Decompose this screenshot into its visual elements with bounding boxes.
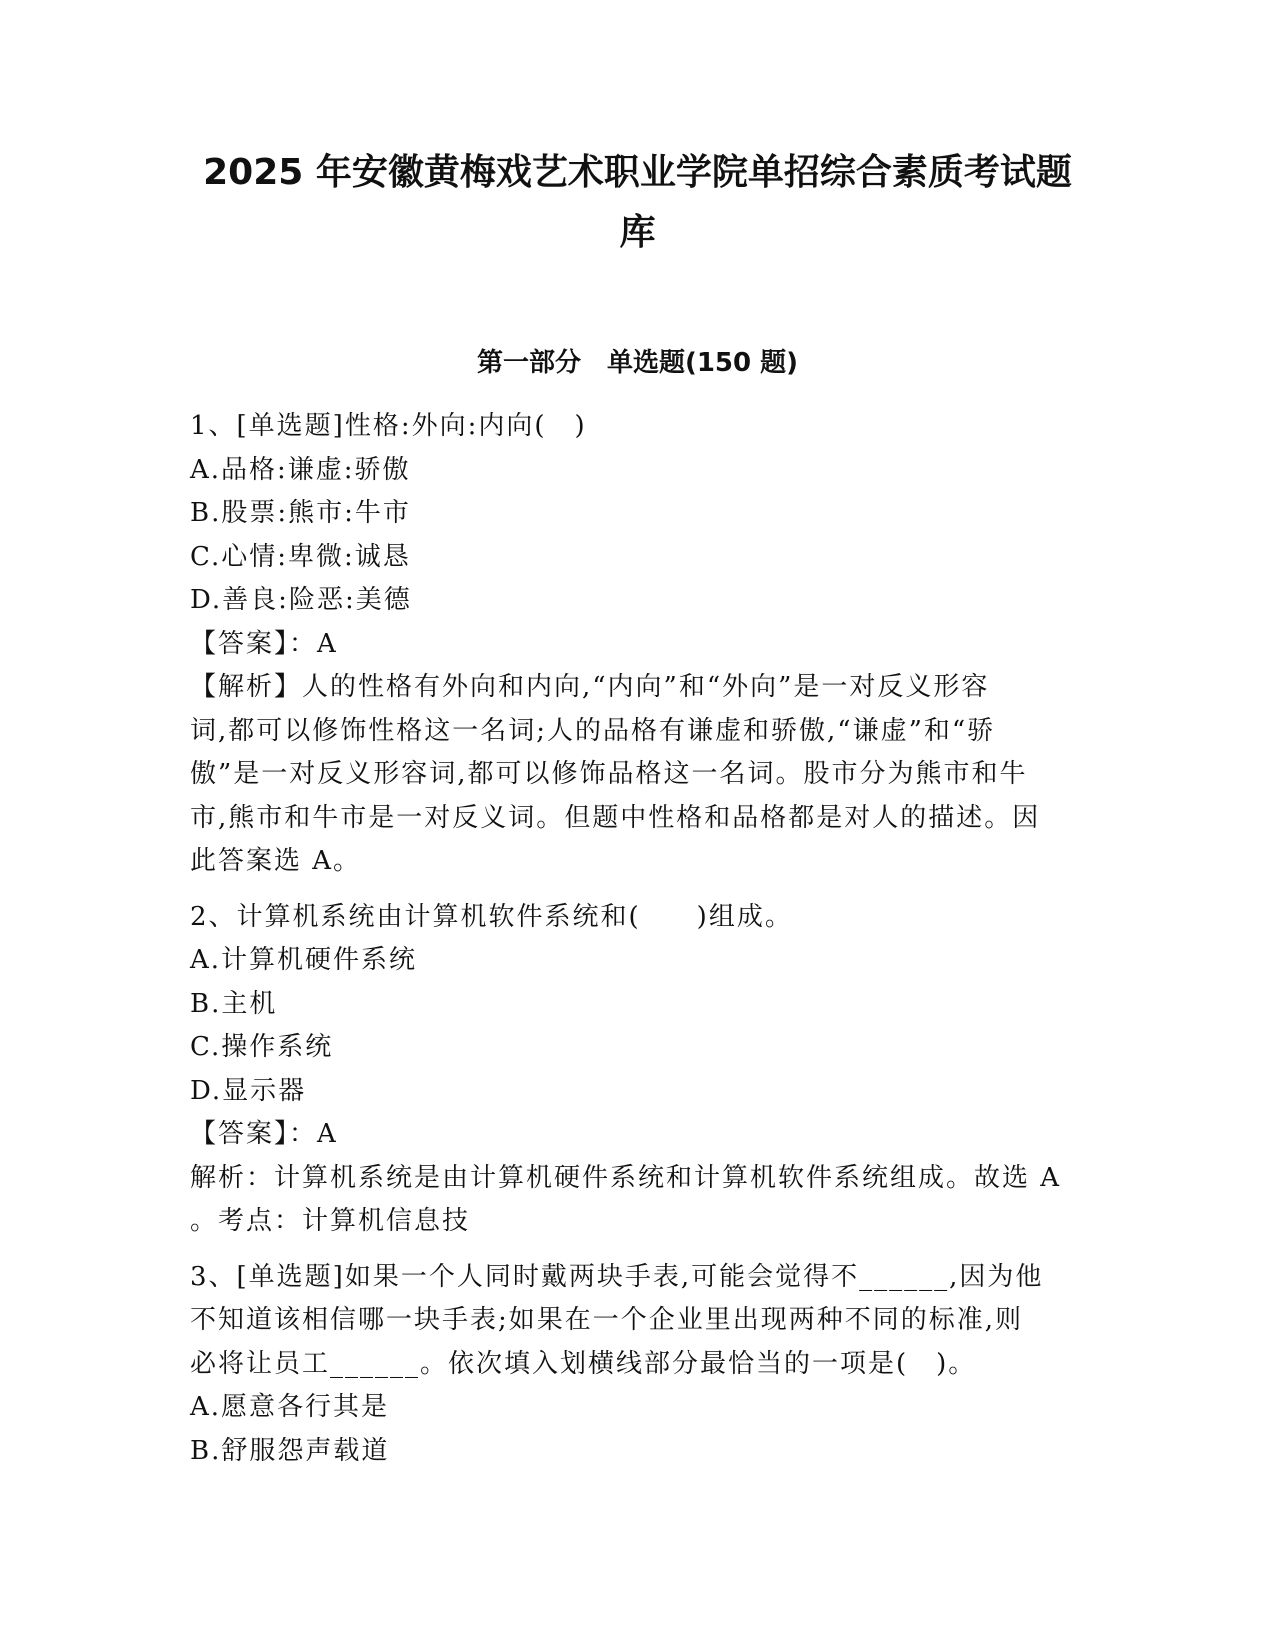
question-2-option-b: B.主机 bbox=[190, 988, 278, 1019]
question-1-explanation-line: 【解析】人的性格有外向和内向,“内向”和“外向”是一对反义形容 bbox=[190, 672, 990, 702]
section-heading: 第一部分 单选题(150 题) bbox=[476, 348, 799, 378]
document-title-line-1: 2025 年安徽黄梅戏艺术职业学院单招综合素质考试题 bbox=[203, 152, 1072, 193]
question-3-stem-line: 不知道该相信哪一块手表;如果在一个企业里出现两种不同的标准,则 bbox=[190, 1305, 1024, 1335]
question-1-explanation-line: 此答案选 A。 bbox=[190, 846, 362, 876]
question-list bbox=[190, 405, 1090, 1473]
question-2-answer: 【答案】：A bbox=[190, 1119, 338, 1149]
question-spacer bbox=[190, 1244, 1090, 1256]
question-2-option-c: C.操作系统 bbox=[190, 1032, 334, 1062]
question-2-stem-line: 2、计算机系统由计算机软件系统和( )组成。 bbox=[190, 901, 793, 932]
question-2-explanation-line: 。考点：计算机信息技 bbox=[190, 1206, 471, 1236]
question-1-option-d: D.善良:险恶:美德 bbox=[190, 585, 412, 615]
question-1-explanation-line: 市,熊市和牛市是一对反义词。但题中性格和品格都是对人的描述。因 bbox=[190, 802, 1041, 833]
question-3-option-a: A.愿意各行其是 bbox=[190, 1392, 390, 1422]
question-2-option-a: A.计算机硬件系统 bbox=[190, 945, 418, 975]
question-spacer bbox=[190, 884, 1090, 896]
question-1-explanation-line: 傲”是一对反义形容词,都可以修饰品格这一名词。股市分为熊市和牛 bbox=[190, 759, 1028, 789]
question-2-option-d: D.显示器 bbox=[190, 1075, 307, 1106]
question-1 bbox=[190, 405, 1090, 884]
question-2 bbox=[190, 896, 1090, 1244]
question-3 bbox=[190, 1256, 1090, 1474]
question-1-explanation-line: 词,都可以修饰性格这一名词;人的品格有谦虚和骄傲,“谦虚”和“骄 bbox=[190, 715, 996, 746]
document-title-line-2: 库 bbox=[619, 212, 656, 253]
question-1-option-c: C.心情:卑微:诚恳 bbox=[190, 541, 411, 572]
question-1-option-a: A.品格:谦虚:骄傲 bbox=[190, 454, 411, 485]
question-1-answer: 【答案】：A bbox=[190, 628, 338, 659]
question-2-explanation-line: 解析：计算机系统是由计算机硬件系统和计算机软件系统组成。故选 A bbox=[190, 1162, 1062, 1193]
question-1-option-b: B.股票:熊市:牛市 bbox=[190, 498, 411, 528]
question-3-stem-line: 3、[单选题]如果一个人同时戴两块手表,可能会觉得不______,因为他 bbox=[190, 1261, 1044, 1292]
question-1-stem-line: 1、[单选题]性格:外向:内向( ) bbox=[190, 411, 587, 441]
question-3-stem-line: 必将让员工______。依次填入划横线部分最恰当的一项是( )。 bbox=[190, 1348, 977, 1379]
question-3-option-b: B.舒服怨声载道 bbox=[190, 1435, 390, 1466]
